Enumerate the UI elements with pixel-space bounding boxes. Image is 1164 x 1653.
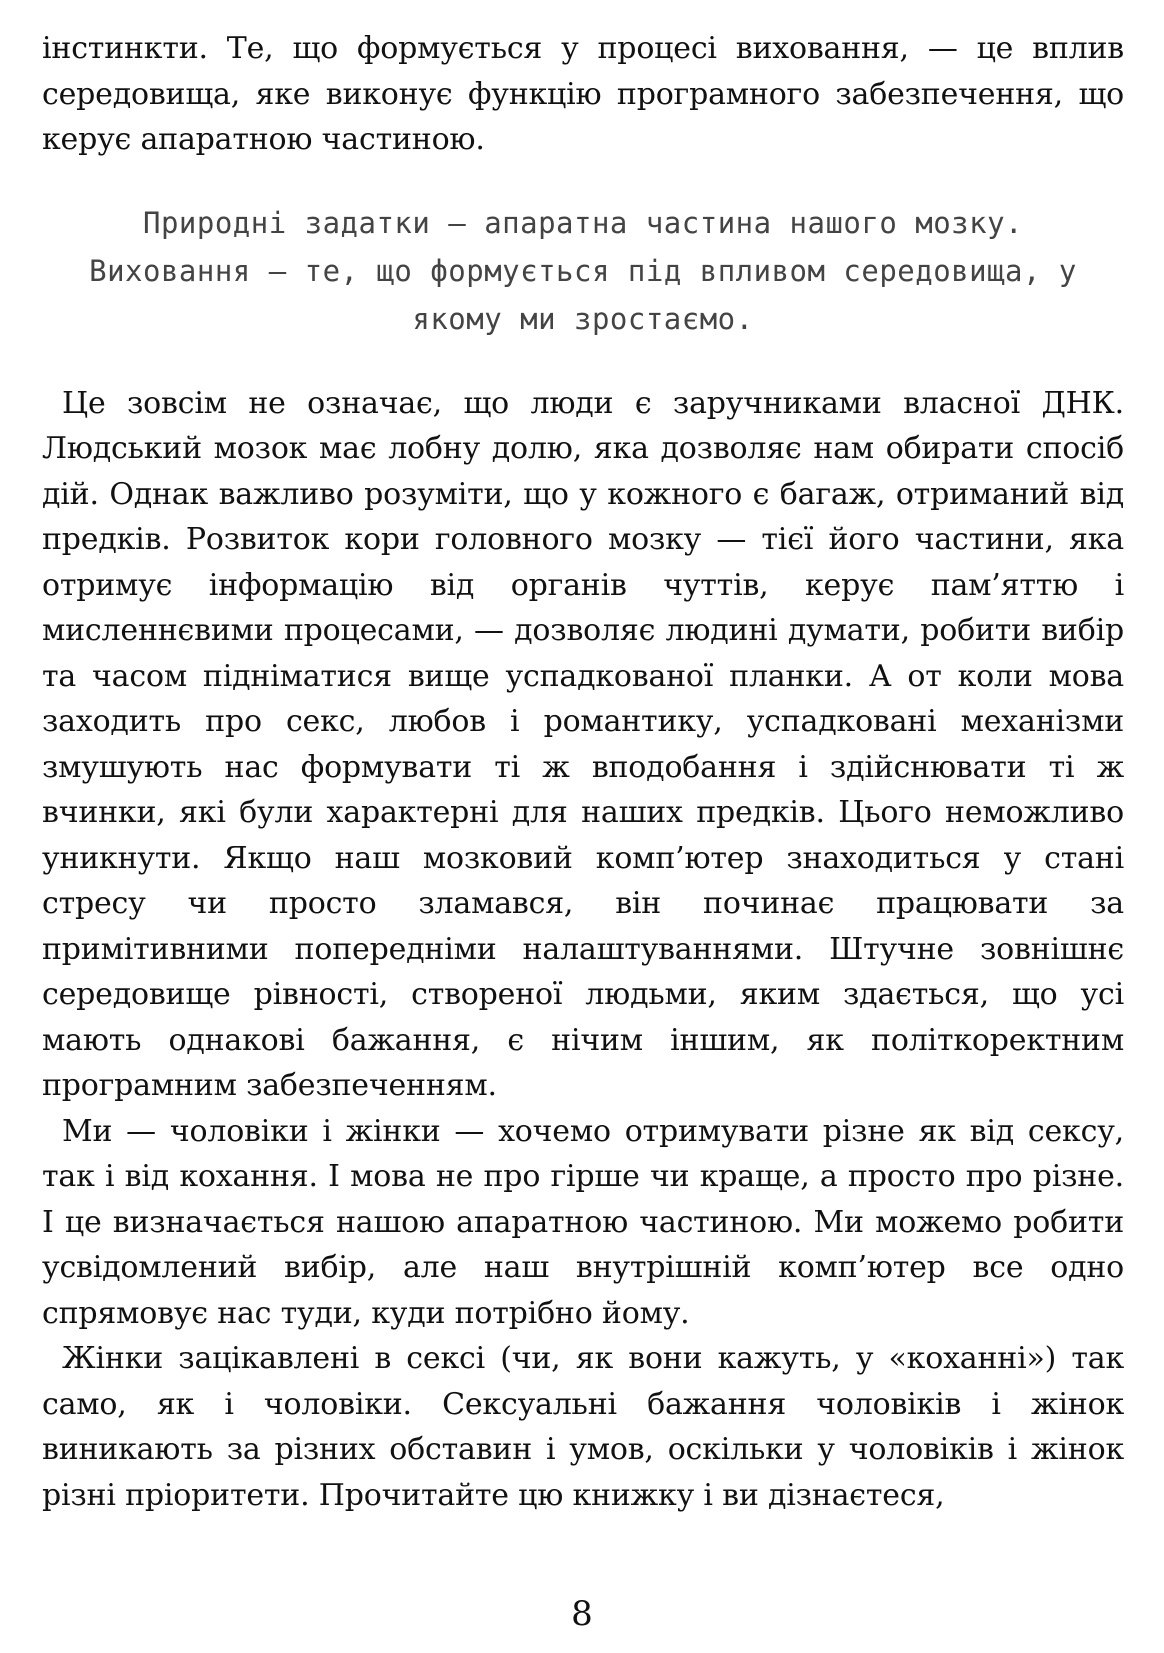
paragraph-dna: Це зовсім не означає, що люди є заручниками власної ДНК. Людський мозок має лобну долю, яка дозволяє нам обирати спосіб дій. Однак важливо розуміти, що у кожного є багаж, отриманий від предків. Розвиток кори головного мозку — тієї його частини, яка отримує інформацію від органів чуттів, керує пам’яттю і мисленнєвими процесами, — дозволяє людині думати, робити вибір та часом підніматися вище успадкованої планки. А от коли мова заходить про секс, любов і романтику, успадковані механізми змушують нас формувати ті ж вподобання і здійснювати ті ж вчинки, які були характерні для наших предків. Цього неможливо уникнути. Якщо наш мозковий комп’ютер знаходиться у стані стресу чи просто зламався, він починає працювати за примітивними попередніми налаштуваннями. Штучне зовнішнє середовище рівності, створеної людьми, яким здається, що усі мають однакові бажання, є нічим іншим, як політкоректним програмним забезпеченням.	[42, 385, 1124, 1103]
page-body	[42, 26, 1124, 1518]
paragraph-women-interest: Жінки зацікавлені в сексі (чи, як вони кажуть, у «коханні») так само, як і чоловіки. Сексуальні бажання чоловіків і жінок виникають за різних обставин і умов, оскільки у чоловіків і жінок різні пріоритети. Прочитайте цю книжку і ви дізнаєтеся,	[42, 1341, 1124, 1513]
page-number: 8	[571, 1594, 593, 1634]
paragraph-continuation: інстинкти. Те, що формується у процесі виховання, — це вплив середовища, яке виконує функцію програмного забезпечення, що керує апаратною частиною.	[42, 31, 1124, 157]
paragraph-men-women: Ми — чоловіки і жінки — хочемо отримувати різне як від сексу, так і від кохання. І мова не про гірше чи краще, а просто про різне. І це визначається нашою апаратною частиною. Ми можемо робити усвідомлений вибір, але наш внутрішній комп’ютер все одно спрямовує нас туди, куди потрібно йому.	[42, 1113, 1124, 1331]
pull-quote: Природні задатки — апаратна частина нашого мозку. Виховання — те, що формується під впливом середовища, у якому ми зростаємо.	[89, 205, 1077, 336]
